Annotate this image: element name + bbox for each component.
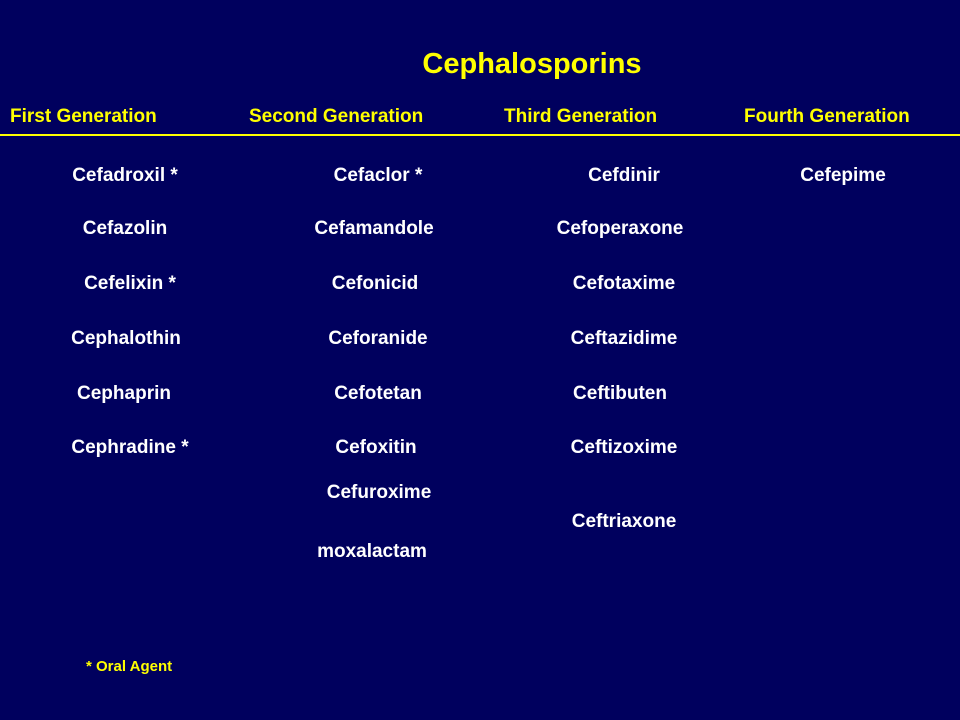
drug-second-gen: Cefuroxime <box>326 482 432 503</box>
drug-third-gen: Ceftibuten <box>573 383 667 404</box>
drug-first-gen: Cefadroxil * <box>72 165 178 186</box>
drug-first-gen: Cephaprin <box>77 383 171 404</box>
header-second-generation: Second Generation <box>249 106 424 127</box>
drug-first-gen: Cefazolin <box>82 218 168 239</box>
drug-second-gen: Ceforanide <box>328 328 428 349</box>
slide-title: Cephalosporins <box>422 48 642 80</box>
drug-fourth-gen: Cefepime <box>800 165 886 186</box>
drug-first-gen: Cephalothin <box>71 328 181 349</box>
generation-header-row <box>0 106 960 136</box>
header-fourth-generation: Fourth Generation <box>744 106 910 127</box>
drug-third-gen: Ceftriaxone <box>571 511 677 532</box>
drug-third-gen: Cefotaxime <box>572 273 676 294</box>
drug-third-gen: Ceftazidime <box>570 328 678 349</box>
header-first-generation: First Generation <box>10 106 157 127</box>
drug-second-gen: Cefamandole <box>314 218 434 239</box>
footnote-oral-agent: * Oral Agent <box>86 658 173 675</box>
drug-second-gen: Cefotetan <box>334 383 422 404</box>
drug-first-gen: Cefelixin * <box>84 273 176 294</box>
drug-first-gen: Cephradine * <box>71 437 189 458</box>
drug-second-gen: moxalactam <box>317 541 427 562</box>
header-third-generation: Third Generation <box>504 106 658 127</box>
drug-second-gen: Cefaclor * <box>333 165 423 186</box>
drug-third-gen: Cefdinir <box>588 165 660 186</box>
drug-third-gen: Cefoperaxone <box>556 218 684 239</box>
drug-second-gen: Cefonicid <box>331 273 419 294</box>
drug-second-gen: Cefoxitin <box>335 437 417 458</box>
drug-third-gen: Ceftizoxime <box>570 437 678 458</box>
